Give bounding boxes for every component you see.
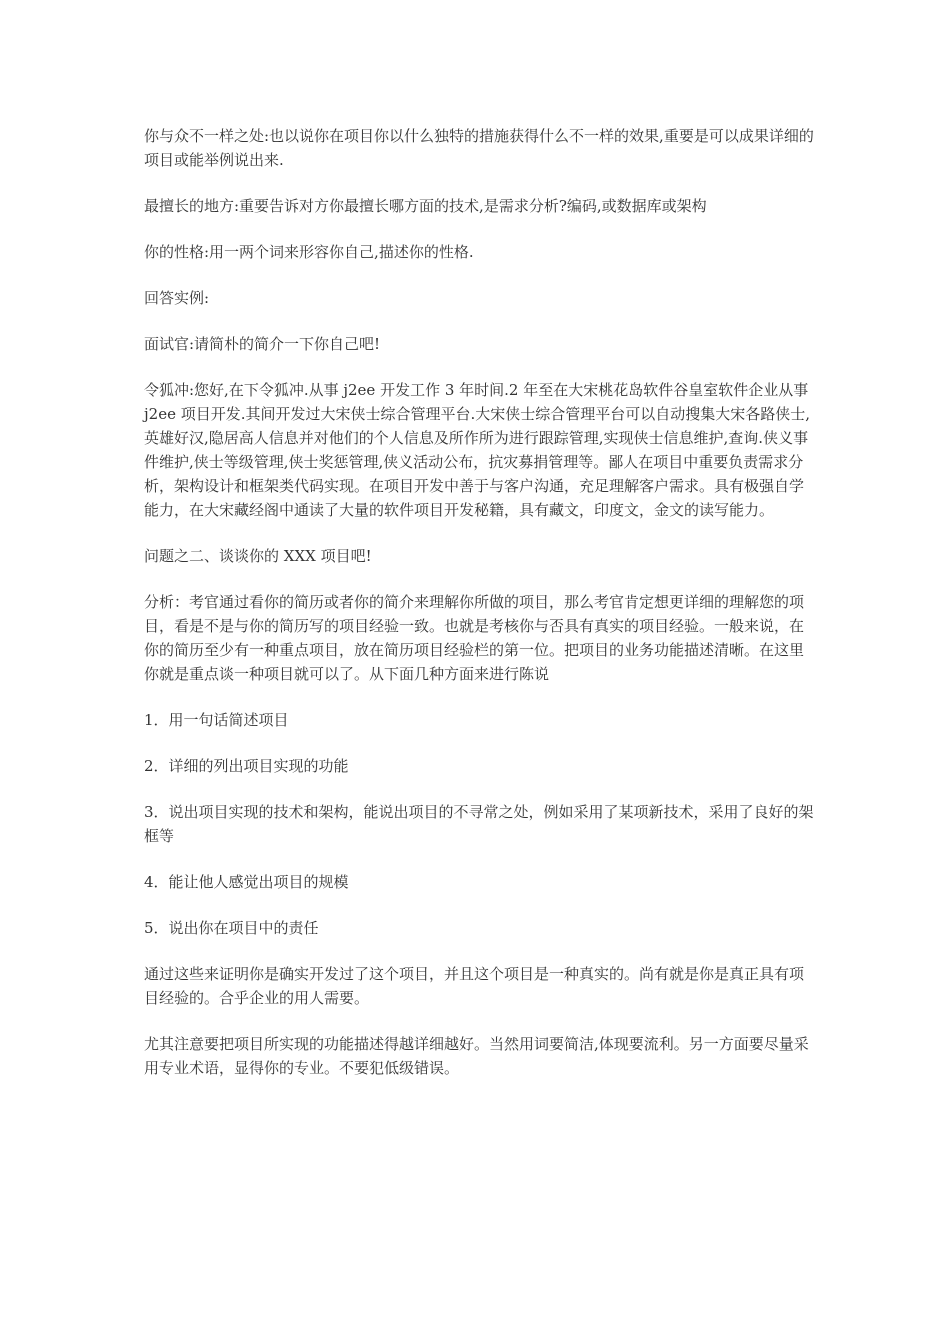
list-item-2: 2．详细的列出项目实现的功能 <box>144 757 349 775</box>
list-item-5: 5．说出你在项目中的责任 <box>144 919 319 937</box>
list-item-4: 4．能让他人感觉出项目的规模 <box>144 873 349 891</box>
paragraph-proof: 通过这些来证明你是确实开发过了这个项目，并且这个项目是一种真实的。尚有就是你是真正具有项目经验的。合乎企业的用人需要。 <box>144 965 805 1007</box>
paragraph-attention: 尤其注意要把项目所实现的功能描述得越详细越好。当然用词要简洁,体现要流利。另一方面要尽量采用专业术语，显得你的专业。不要犯低级错误。 <box>144 1035 809 1077</box>
paragraph-personality: 你的性格:用一两个词来形容你自己,描述你的性格. <box>144 243 474 261</box>
paragraph-answer-example-heading: 回答实例: <box>144 289 210 307</box>
paragraph-interviewer-question: 面试官:请简朴的简介一下你自己吧! <box>144 335 381 353</box>
list-item-1: 1．用一句话简述项目 <box>144 711 289 729</box>
paragraph-strengths: 最擅长的地方:重要告诉对方你最擅长哪方面的技术,是需求分析?编码,或数据库或架构 <box>144 197 707 215</box>
paragraph-analysis: 分析：考官通过看你的简历或者你的简介来理解你所做的项目，那么考官肯定想更详细的理解您的项目，看是不是与你的简历写的项目经验一致。也就是考核你与否具有真实的项目经验。一般来说，在你的简历至少有一种重点项目，放在简历项目经验栏的第一位。把项目的业务功能描述清晰。在这里你就是重点谈一种项目就可以了。从下面几种方面来进行陈说 <box>144 593 805 683</box>
paragraph-candidate-answer: 令狐冲:您好,在下令狐冲.从事 j2ee 开发工作 3 年时间.2 年至在大宋桃花岛软件谷皇室软件企业从事 j2ee 项目开发.其间开发过大宋侠士综合管理平台.大宋侠士综合管理平台可以自动搜集大宋各路侠士,英雄好汉,隐居高人信息并对他们的个人信息及所作所为进行跟踪管理,实现侠士信息维护,查询.侠义事件维护,侠士等级管理,侠士奖惩管理,侠义活动公布，抗灾募捐管理等。鄙人在项目中重要负责需求分析，架构设计和框架类代码实现。在项目开发中善于与客户沟通，充足理解客户需求。具有极强自学能力，在大宋藏经阁中通读了大量的软件项目开发秘籍，具有藏文，印度文，金文的读写能力。 <box>144 381 811 519</box>
paragraph-question-two: 问题之二、谈谈你的 XXX 项目吧! <box>144 547 372 565</box>
paragraph-distinctiveness: 你与众不一样之处:也以说你在项目你以什么独特的措施获得什么不一样的效果,重要是可以成果详细的项目或能举例说出来. <box>144 127 814 169</box>
document-body <box>144 124 814 1102</box>
list-item-3: 3．说出项目实现的技术和架构，能说出项目的不寻常之处，例如采用了某项新技术，采用了良好的架框等 <box>144 803 814 845</box>
